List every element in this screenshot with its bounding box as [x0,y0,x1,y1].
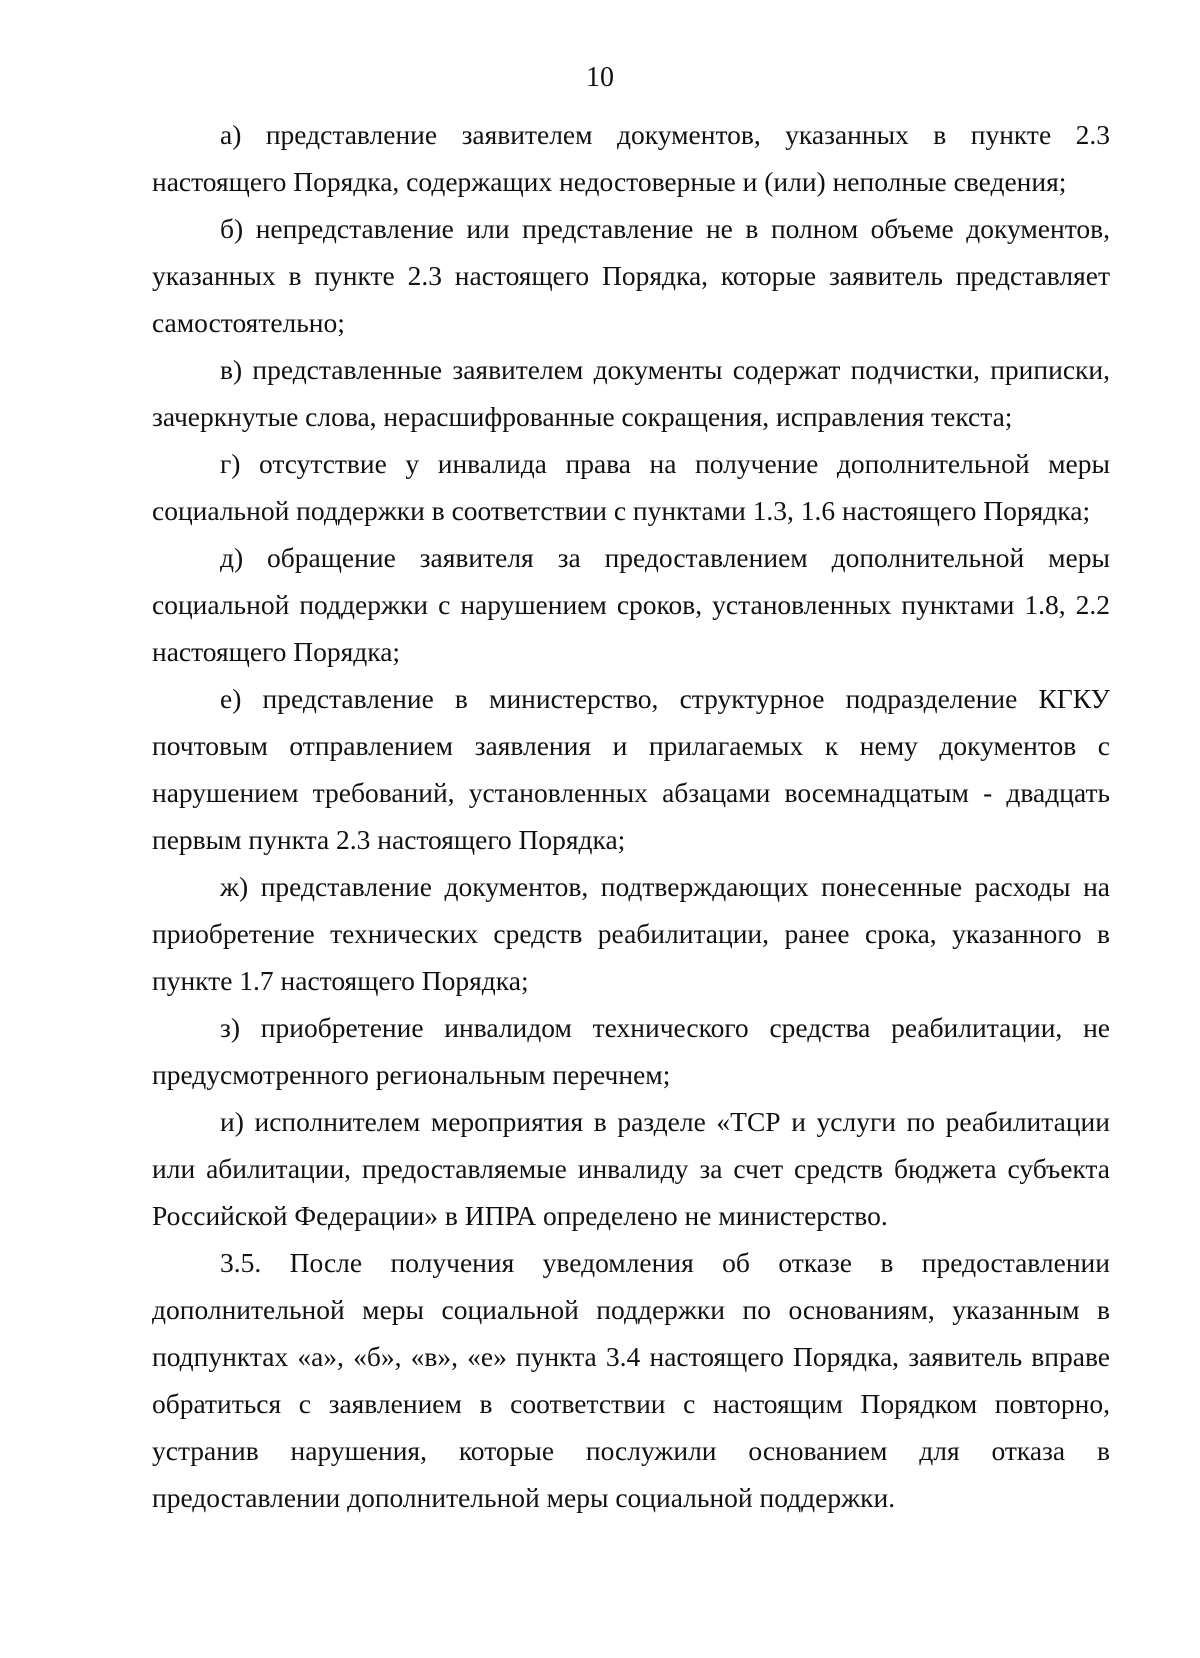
paragraph-d: д) обращение заявителя за предоставлением дополнительной меры социальной поддержки с нарушением сроков, установленных пунктами 1.8, 2.2 настоящего Порядка; [152,542,1110,667]
paragraph-e: е) представление в министерство, структурное подразделение КГКУ почтовым отправлением заявления и прилагаемых к нему документов с нарушением требований, установленных абзацами восемнадцатым - двадцать первым пункта 2.3 настоящего Порядка; [152,683,1110,855]
paragraph-g: г) отсутствие у инвалида права на получение дополнительной меры социальной поддержки в соответствии с пунктами 1.3, 1.6 настоящего Порядка; [152,448,1110,526]
document-body [152,111,1110,1521]
paragraph-a: а) представление заявителем документов, указанных в пункте 2.3 настоящего Порядка, содержащих недостоверные и (или) неполные сведения; [152,119,1110,197]
paragraph-v: в) представленные заявителем документы содержат подчистки, приписки, зачеркнутые слова, нерасшифрованные сокращения, исправления текста; [152,354,1110,432]
page-number: 10 [586,62,614,93]
paragraph-b: б) непредставление или представление не в полном объеме документов, указанных в пункте 2.3 настоящего Порядка, которые заявитель представляет самостоятельно; [152,213,1110,338]
paragraph-zh: ж) представление документов, подтверждающих понесенные расходы на приобретение технических средств реабилитации, ранее срока, указанного в пункте 1.7 настоящего Порядка; [152,871,1110,996]
paragraph-z: з) приобретение инвалидом технического средства реабилитации, не предусмотренного региональным перечнем; [152,1012,1110,1090]
paragraph-i: и) исполнителем мероприятия в разделе «ТСР и услуги по реабилитации или абилитации, предоставляемые инвалиду за счет средств бюджета субъекта Российской Федерации» в ИПРА определено не министерство. [152,1106,1110,1231]
paragraph-3-5: 3.5. После получения уведомления об отказе в предоставлении дополнительной меры социальной поддержки по основаниям, указанным в подпунктах «а», «б», «в», «е» пункта 3.4 настоящего Порядка, заявитель вправе обратиться с заявлением в соответствии с настоящим Порядком повторно, устранив нарушения, которые послужили основанием для отказа в предоставлении дополнительной меры социальной поддержки. [152,1247,1110,1513]
